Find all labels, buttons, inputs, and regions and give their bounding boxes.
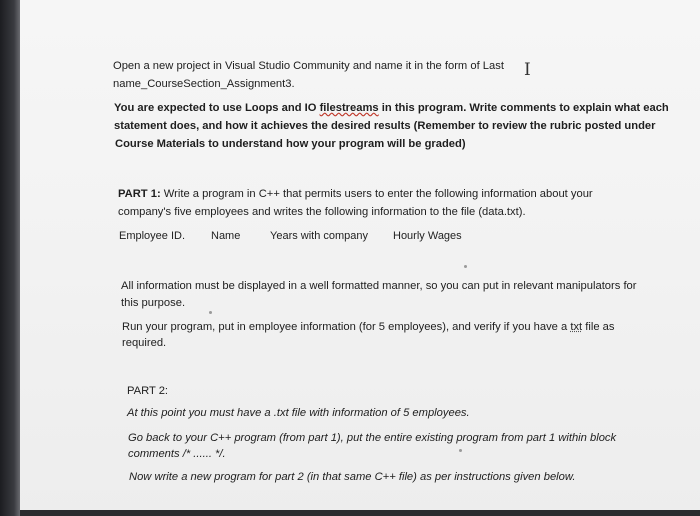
part2-line-1: At this point you must have a .txt file with information of 5 employees. [127, 407, 470, 419]
spellcheck-word: filestreams [319, 102, 379, 114]
part2-line-4: Now write a new program for part 2 (in that same C++ file) as per instructions given below. [129, 471, 576, 483]
run-text-c: file as [582, 321, 615, 333]
part1-line-1 [118, 186, 593, 202]
run-line-2: required. [122, 337, 167, 349]
requirements-line-1 [114, 100, 669, 116]
left-edge-shadow [0, 0, 20, 516]
run-text-a: Run your program, put in employee information (for 5 employees), and verify if you have a [122, 321, 571, 333]
part1-text: Write a program in C++ that permits users to enter the following information about your [160, 188, 593, 200]
requirements-line-3: Course Materials to understand how your program will be graded) [115, 138, 466, 150]
requirements-line-2: statement does, and how it achieves the desired results (Remember to review the rubric posted under [114, 120, 656, 132]
format-line-2: this purpose. [121, 297, 186, 309]
column-employee-id: Employee ID. [119, 230, 186, 242]
column-hourly-wages: Hourly Wages [393, 230, 462, 242]
requirements-text-c: in this program. Write comments to explain what each [378, 102, 669, 114]
column-name: Name [211, 230, 241, 242]
part2-line-3: comments /* ...... */. [128, 448, 226, 460]
part2-line-2: Go back to your C++ program (from part 1), put the entire existing program from part 1 within block [128, 432, 617, 444]
requirements-text-a: You are expected to use Loops and IO [114, 102, 320, 114]
txt-word: txt [570, 321, 583, 333]
page-speck [459, 449, 462, 452]
text-cursor-icon: I [524, 60, 531, 80]
intro-line-1: Open a new project in Visual Studio Community and name it in the form of Last [113, 60, 504, 72]
column-years: Years with company [270, 230, 369, 242]
part1-line-2: company's five employees and writes the following information to the file (data.txt). [118, 206, 526, 218]
run-line-1 [122, 319, 615, 335]
intro-line-2: name_CourseSection_Assignment3. [113, 78, 295, 90]
part1-label: PART 1: [118, 188, 161, 200]
page-speck [464, 265, 467, 268]
page-speck [209, 311, 212, 314]
format-line-1: All information must be displayed in a well formatted manner, so you can put in relevant manipulators for [121, 280, 637, 292]
part2-label: PART 2: [127, 385, 169, 397]
